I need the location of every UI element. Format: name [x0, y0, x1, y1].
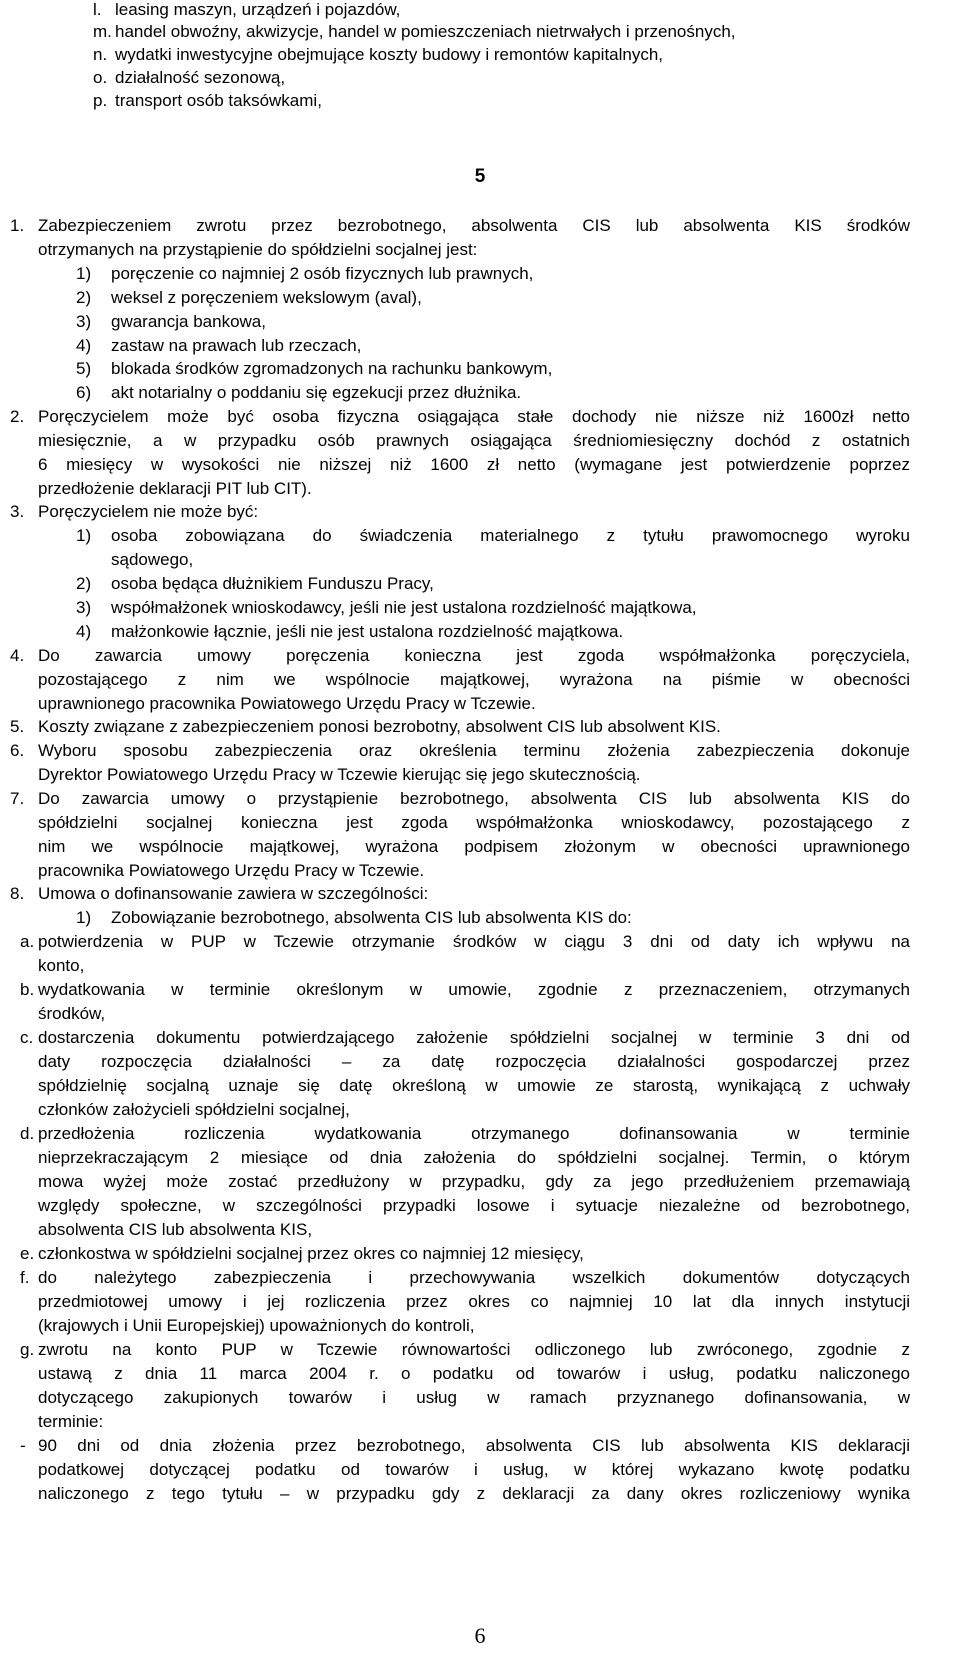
- item-number: 3): [76, 312, 92, 331]
- letter-item-line: absolwenta CIS lub absolwenta KIS,: [38, 1220, 313, 1239]
- paragraph-line: pracownika Powiatowego Urzędu Pracy w Tczewie.: [38, 861, 425, 880]
- list-item: gwarancja bankowa,: [111, 312, 266, 331]
- letter-item-line: wydatkowania w terminie określonym w umowie, zgodnie z przeznaczeniem, otrzymanych: [38, 980, 910, 999]
- paragraph-line: Do zawarcia umowy poręczenia konieczna jest zgoda współmałżonka poręczyciela,: [38, 646, 910, 665]
- list-item: działalność sezonową,: [115, 68, 286, 87]
- list-item: osoba będąca dłużnikiem Funduszu Pracy,: [111, 574, 434, 593]
- list-item: transport osób taksówkami,: [115, 91, 322, 110]
- item-number: 4): [76, 336, 92, 355]
- letter-item-line: konto,: [38, 956, 85, 975]
- paragraph-number: 7.: [10, 789, 25, 808]
- paragraph-number: 8.: [10, 884, 25, 903]
- letter-item-line: daty rozpoczęcia działalności – za datę rozpoczęcia działalności gospodarczej przez: [38, 1052, 910, 1071]
- letter-item-line: środków,: [38, 1004, 106, 1023]
- paragraph-line: Do zawarcia umowy o przystąpienie bezrobotnego, absolwenta CIS lub absolwenta KIS do: [38, 789, 910, 808]
- paragraph-number: 6.: [10, 741, 25, 760]
- letter-label: b.: [20, 980, 35, 999]
- list-item: akt notarialny o poddaniu się egzekucji przez dłużnika.: [111, 383, 522, 402]
- paragraph-number: 5.: [10, 717, 25, 736]
- dash-item-line: naliczonego z tego tytułu – w przypadku gdy z deklaracji za dany okres rozliczeniowy wynika: [38, 1484, 910, 1503]
- list-item: weksel z poręczeniem wekslowym (aval),: [111, 288, 422, 307]
- letter-item-line: członkostwa w spółdzielni socjalnej przez okres co najmniej 12 miesięcy,: [38, 1244, 584, 1263]
- paragraph-line: spółdzielni socjalnej konieczna jest zgoda współmałżonka wnioskodawcy, pozostającego z: [38, 813, 910, 832]
- list-item: osoba zobowiązana do świadczenia materialnego z tytułu prawomocnego wyroku: [111, 526, 910, 545]
- letter-item-line: względy społeczne, w szczególności przypadki losowe i sytuacje niezależne od bezrobotnego,: [38, 1196, 910, 1215]
- letter-label: c.: [20, 1028, 34, 1047]
- letter-label: d.: [20, 1124, 35, 1143]
- dash-item-line: podatkowej dotyczącej podatku od towarów i usług, w której wykazano kwotę podatku: [38, 1460, 910, 1479]
- letter-item-line: przedmiotowej umowy i jej rozliczenia przez okres co najmniej 10 lat dla innych instytucji: [38, 1292, 910, 1311]
- item-number: 1): [76, 264, 92, 283]
- paragraph-line: Poręczycielem może być osoba fizyczna osiągająca stałe dochody nie niższe niż 1600zł netto: [38, 407, 910, 426]
- item-number: 5): [76, 359, 92, 378]
- letter-item-line: członków założycieli spółdzielni socjalnej,: [38, 1100, 350, 1119]
- list-item-label: p.: [93, 91, 108, 110]
- item-number: 4): [76, 622, 92, 641]
- paragraph-line: Umowa o dofinansowanie zawiera w szczególności:: [38, 884, 429, 903]
- letter-item-line: przedłożenia rozliczenia wydatkowania otrzymanego dofinansowania w terminie: [38, 1124, 910, 1143]
- paragraph-line: 6 miesięcy w wysokości nie niższej niż 1600 zł netto (wymagane jest potwierdzenie poprzez: [38, 455, 910, 474]
- item-number: 6): [76, 383, 92, 402]
- list-item-label: o.: [93, 68, 108, 87]
- item-number: 3): [76, 598, 92, 617]
- item-number: 2): [76, 574, 92, 593]
- list-item: leasing maszyn, urządzeń i pojazdów,: [115, 0, 401, 19]
- list-item: sądowego,: [111, 550, 194, 569]
- item-number: 1): [76, 908, 92, 927]
- letter-label: g.: [20, 1340, 35, 1359]
- letter-item-line: spółdzielnię socjalną uznaje się datę określoną w umowie ze starostą, wynikającą z uchwały: [38, 1076, 910, 1095]
- letter-label: a.: [20, 932, 35, 951]
- letter-item-line: ustawą z dnia 11 marca 2004 r. o podatku od towarów i usług, podatku naliczonego: [38, 1364, 910, 1383]
- list-item: Zobowiązanie bezrobotnego, absolwenta CIS lub absolwenta KIS do:: [111, 908, 632, 927]
- list-item-label: n.: [93, 45, 108, 64]
- list-item: blokada środków zgromadzonych na rachunku bankowym,: [111, 359, 553, 378]
- letter-item-line: (krajowych i Unii Europejskiej) upoważnionych do kontroli,: [38, 1316, 475, 1335]
- paragraph-line: Wyboru sposobu zabezpieczenia oraz określenia terminu złożenia zabezpieczenia dokonuje: [38, 741, 910, 760]
- paragraph-line: pozostającego z nim we wspólnocie majątkowej, wyrażona na piśmie w obecności: [38, 670, 910, 689]
- letter-item-line: potwierdzenia w PUP w Tczewie otrzymanie środków w ciągu 3 dni od daty ich wpływu na: [38, 932, 910, 951]
- letter-item-line: mowa wyżej może zostać przedłużony w przypadku, gdy za jego przedłużeniem przemawiają: [38, 1172, 910, 1191]
- paragraph-line: Poręczycielem nie może być:: [38, 502, 259, 521]
- list-item: współmałżonek wnioskodawcy, jeśli nie jest ustalona rozdzielność majątkowa,: [111, 598, 697, 617]
- letter-item-line: nieprzekraczającym 2 miesiące od dnia założenia do spółdzielni socjalnej. Termin, o którym: [38, 1148, 910, 1167]
- paragraph-number: 2.: [10, 407, 25, 426]
- paragraph-line: przedłożenie deklaracji PIT lub CIT).: [38, 479, 312, 498]
- paragraph-line: Koszty związane z zabezpieczeniem ponosi bezrobotny, absolwent CIS lub absolwent KIS.: [38, 717, 721, 736]
- letter-label: e.: [20, 1244, 35, 1263]
- list-item-label: m.: [93, 22, 112, 41]
- paragraph-line: miesięcznie, a w przypadku osób prawnych osiągająca średniomiesięczny dochód z ostatnich: [38, 431, 910, 450]
- section-heading: 5: [474, 166, 486, 187]
- letter-item-line: zwrotu na konto PUP w Tczewie równowartości odliczonego lub zwróconego, zgodnie z: [38, 1340, 910, 1359]
- item-number: 1): [76, 526, 92, 545]
- list-item: poręczenie co najmniej 2 osób fizycznych lub prawnych,: [111, 264, 534, 283]
- paragraph-line: Dyrektor Powiatowego Urzędu Pracy w Tczewie kierując się jego skutecznością.: [38, 765, 641, 784]
- letter-item-line: dostarczenia dokumentu potwierdzającego założenie spółdzielni socjalnej w terminie 3 dni od: [38, 1028, 910, 1047]
- dash-item-line: 90 dni od dnia złożenia przez bezrobotnego, absolwenta CIS lub absolwenta KIS deklaracji: [38, 1436, 910, 1455]
- letter-item-line: terminie:: [38, 1412, 104, 1431]
- paragraph-line: nim we wspólnocie majątkowej, wyrażona podpisem złożonym w obecności uprawnionego: [38, 837, 910, 856]
- list-item: handel obwoźny, akwizycje, handel w pomieszczeniach nietrwałych i przenośnych,: [115, 22, 736, 41]
- list-item: zastaw na prawach lub rzeczach,: [111, 336, 362, 355]
- list-item-label: l.: [93, 0, 102, 19]
- paragraph-line: uprawnionego pracownika Powiatowego Urzędu Pracy w Tczewie.: [38, 694, 536, 713]
- dash-label: -: [20, 1436, 26, 1455]
- letter-label: f.: [20, 1268, 30, 1287]
- paragraph-line: otrzymanych na przystąpienie do spółdzielni socjalnej jest:: [38, 240, 478, 259]
- item-number: 2): [76, 288, 92, 307]
- letter-item-line: dotyczącego zakupionych towarów i usług w ramach przyznanego dofinansowania, w: [38, 1388, 910, 1407]
- paragraph-number: 3.: [10, 502, 25, 521]
- paragraph-line: Zabezpieczeniem zwrotu przez bezrobotnego, absolwenta CIS lub absolwenta KIS środków: [38, 216, 910, 235]
- list-item: małżonkowie łącznie, jeśli nie jest ustalona rozdzielność majątkowa.: [111, 622, 624, 641]
- letter-item-line: do należytego zabezpieczenia i przechowywania wszelkich dokumentów dotyczących: [38, 1268, 910, 1287]
- paragraph-number: 1.: [10, 216, 25, 235]
- page-number: 6: [474, 1623, 486, 1648]
- paragraph-number: 4.: [10, 646, 25, 665]
- list-item: wydatki inwestycyjne obejmujące koszty budowy i remontów kapitalnych,: [115, 45, 664, 64]
